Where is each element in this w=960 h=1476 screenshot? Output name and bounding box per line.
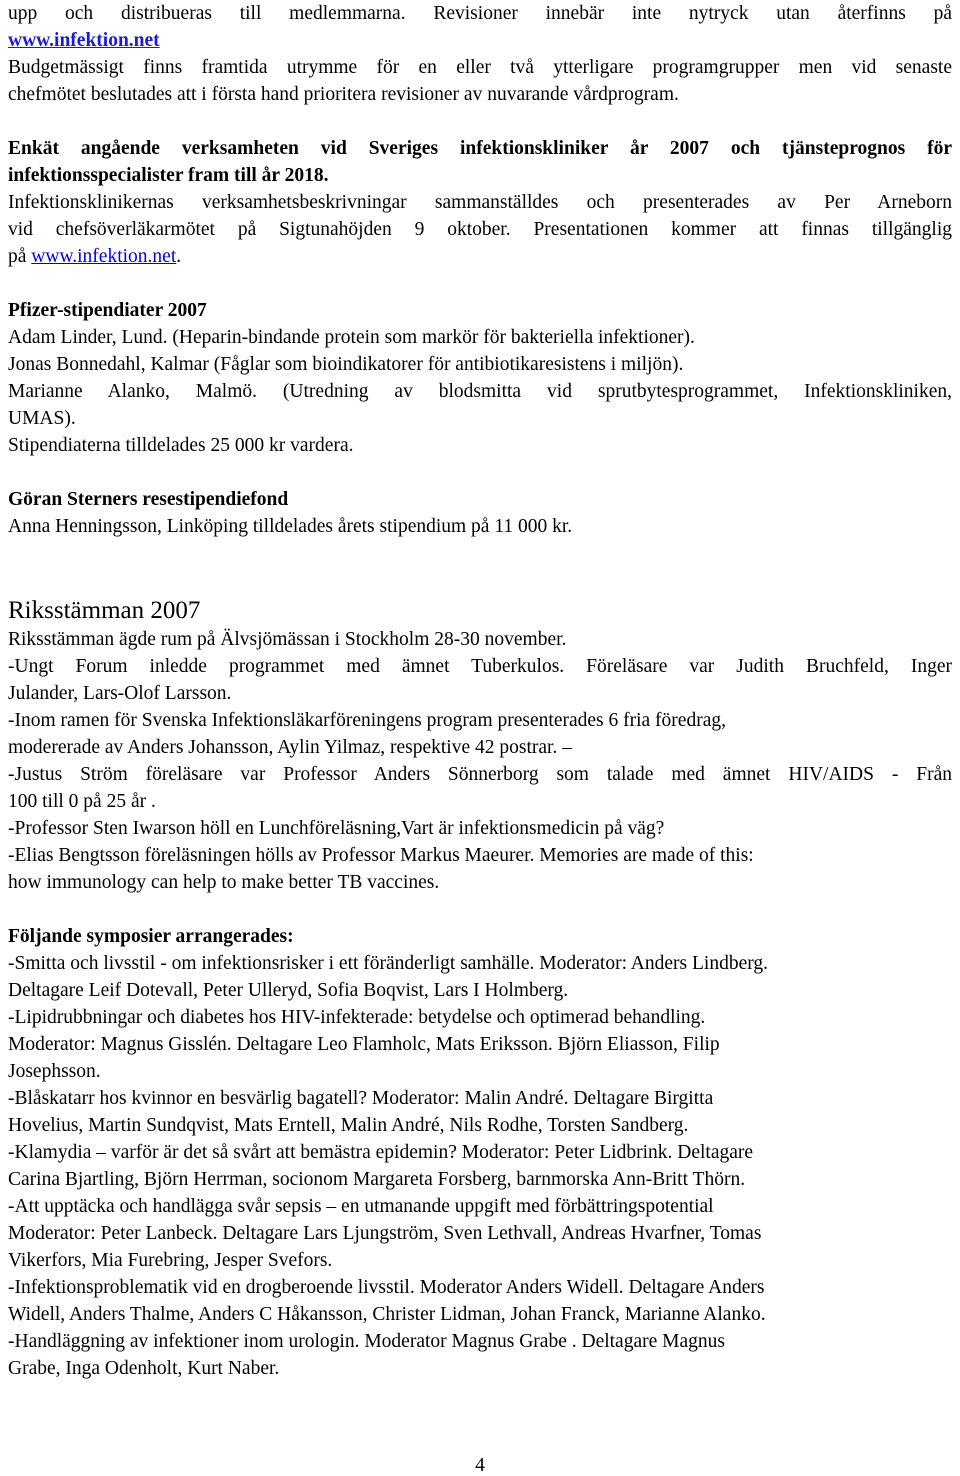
symposia-line: Josephsson. [8, 1061, 101, 1082]
intro-line: upp och distribueras till medlemmarna. Revisioner innebär inte nytryck utan återfinns på [8, 3, 952, 24]
survey-line [8, 247, 181, 267]
symposia-line: -Infektionsproblematik vid en drogberoende livsstil. Moderator Anders Widell. Deltagare Anders [8, 1277, 765, 1298]
survey-line-suffix: . [176, 246, 182, 267]
symposia-line: Hovelius, Martin Sundqvist, Mats Erntell, Malin André, Nils Rodhe, Torsten Sandberg. [8, 1115, 689, 1136]
page-number: 4 [475, 1455, 485, 1476]
symposia-line: Moderator: Peter Lanbeck. Deltagare Lars Ljungström, Sven Lethvall, Andreas Hvarfner, Tomas [8, 1223, 762, 1244]
section-heading-sterner: Göran Sterners resestipendiefond [8, 489, 289, 510]
section-heading-symposia: Följande symposier arrangerades: [8, 926, 294, 947]
riksstamma-line: Riksstämman ägde rum på Älvsjömässan i Stockholm 28-30 november. [8, 629, 567, 650]
symposia-line: Deltagare Leif Dotevall, Peter Ulleryd, Sofia Boqvist, Lars I Holmberg. [8, 980, 569, 1001]
symposia-line: -Att upptäcka och handlägga svår sepsis – en utmanande uppgift med förbättringspotential [8, 1196, 714, 1217]
riksstamma-line: -Professor Sten Iwarson höll en Lunchföreläsning,Vart är infektionsmedicin på väg? [8, 818, 665, 839]
pfizer-line: Adam Linder, Lund. (Heparin-bindande protein som markör för bakteriella infektioner). [8, 327, 695, 348]
riksstamma-line: -Justus Ström föreläsare var Professor Anders Sönnerborg som talade med ämnet HIV/AIDS - Från [8, 764, 952, 785]
symposia-line: -Lipidrubbningar och diabetes hos HIV-infekterade: betydelse och optimerad behandling. [8, 1007, 706, 1028]
symposia-line: Moderator: Magnus Gisslén. Deltagare Leo Flamholc, Mats Eriksson. Björn Eliasson, Filip [8, 1034, 720, 1055]
symposia-line: Vikerfors, Mia Furebring, Jesper Svefors. [8, 1250, 333, 1271]
section-heading-riksstamma: Riksstämman 2007 [8, 597, 201, 624]
pfizer-line: Marianne Alanko, Malmö. (Utredning av blodsmitta vid sprutbytesprogrammet, Infektionskliniken, [8, 381, 952, 402]
pfizer-line: UMAS). [8, 408, 76, 429]
intro-line: Budgetmässigt finns framtida utrymme för en eller två ytterligare programgrupper men vid senaste [8, 57, 952, 78]
survey-line: vid chefsöverläkarmötet på Sigtunahöjden 9 oktober. Presentationen kommer att finnas tillgänglig [8, 219, 952, 240]
symposia-line: -Blåskatarr hos kvinnor en besvärlig bagatell? Moderator: Malin André. Deltagare Birgitta [8, 1088, 714, 1109]
riksstamma-line: modererade av Anders Johansson, Aylin Yilmaz, respektive 42 postrar. – [8, 737, 572, 758]
website-link[interactable]: www.infektion.net [8, 30, 160, 51]
riksstamma-line: -Ungt Forum inledde programmet med ämnet Tuberkulos. Föreläsare var Judith Bruchfeld, Inger [8, 656, 952, 677]
survey-heading: Enkät angående verksamheten vid Sveriges infektionskliniker år 2007 och tjänsteprognos för [8, 138, 952, 159]
sterner-line: Anna Henningsson, Linköping tilldelades årets stipendium på 11 000 kr. [8, 516, 573, 537]
riksstamma-line: Julander, Lars-Olof Larsson. [8, 683, 232, 704]
symposia-line: Widell, Anders Thalme, Anders C Håkansson, Christer Lidman, Johan Franck, Marianne Alanko. [8, 1304, 766, 1325]
survey-heading: infektionsspecialister fram till år 2018. [8, 165, 329, 186]
pfizer-line: Stipendiaterna tilldelades 25 000 kr vardera. [8, 435, 354, 456]
symposia-line: -Klamydia – varför är det så svårt att bemästra epidemin? Moderator: Peter Lidbrink. Deltagare [8, 1142, 754, 1163]
pfizer-line: Jonas Bonnedahl, Kalmar (Fåglar som bioindikatorer för antibiotikaresistens i miljön). [8, 354, 684, 375]
survey-line: Infektionsklinikernas verksamhetsbeskrivningar sammanställdes och presenterades av Per Arneborn [8, 192, 952, 213]
website-link[interactable]: www.infektion.net [31, 246, 177, 267]
symposia-line: Carina Bjartling, Björn Herrman, socionom Margareta Forsberg, barnmorska Ann-Britt Thörn. [8, 1169, 746, 1190]
riksstamma-line: 100 till 0 på 25 år . [8, 791, 156, 812]
symposia-line: -Handläggning av infektioner inom urologin. Moderator Magnus Grabe . Deltagare Magnus [8, 1331, 725, 1352]
intro-line: chefmötet beslutades att i första hand prioritera revisioner av nuvarande vårdprogram. [8, 84, 679, 105]
symposia-line: -Smitta och livsstil - om infektionsrisker i ett föränderligt samhälle. Moderator: Anders Lindberg. [8, 953, 768, 974]
survey-line-prefix: på [8, 246, 32, 267]
symposia-line: Grabe, Inga Odenholt, Kurt Naber. [8, 1358, 280, 1379]
riksstamma-line: -Inom ramen för Svenska Infektionsläkarföreningens program presenterades 6 fria föredrag, [8, 710, 726, 731]
riksstamma-line: -Elias Bengtsson föreläsningen hölls av Professor Markus Maeurer. Memories are made of this: [8, 845, 754, 866]
section-heading-pfizer: Pfizer-stipendiater 2007 [8, 300, 207, 321]
riksstamma-line: how immunology can help to make better TB vaccines. [8, 872, 440, 893]
